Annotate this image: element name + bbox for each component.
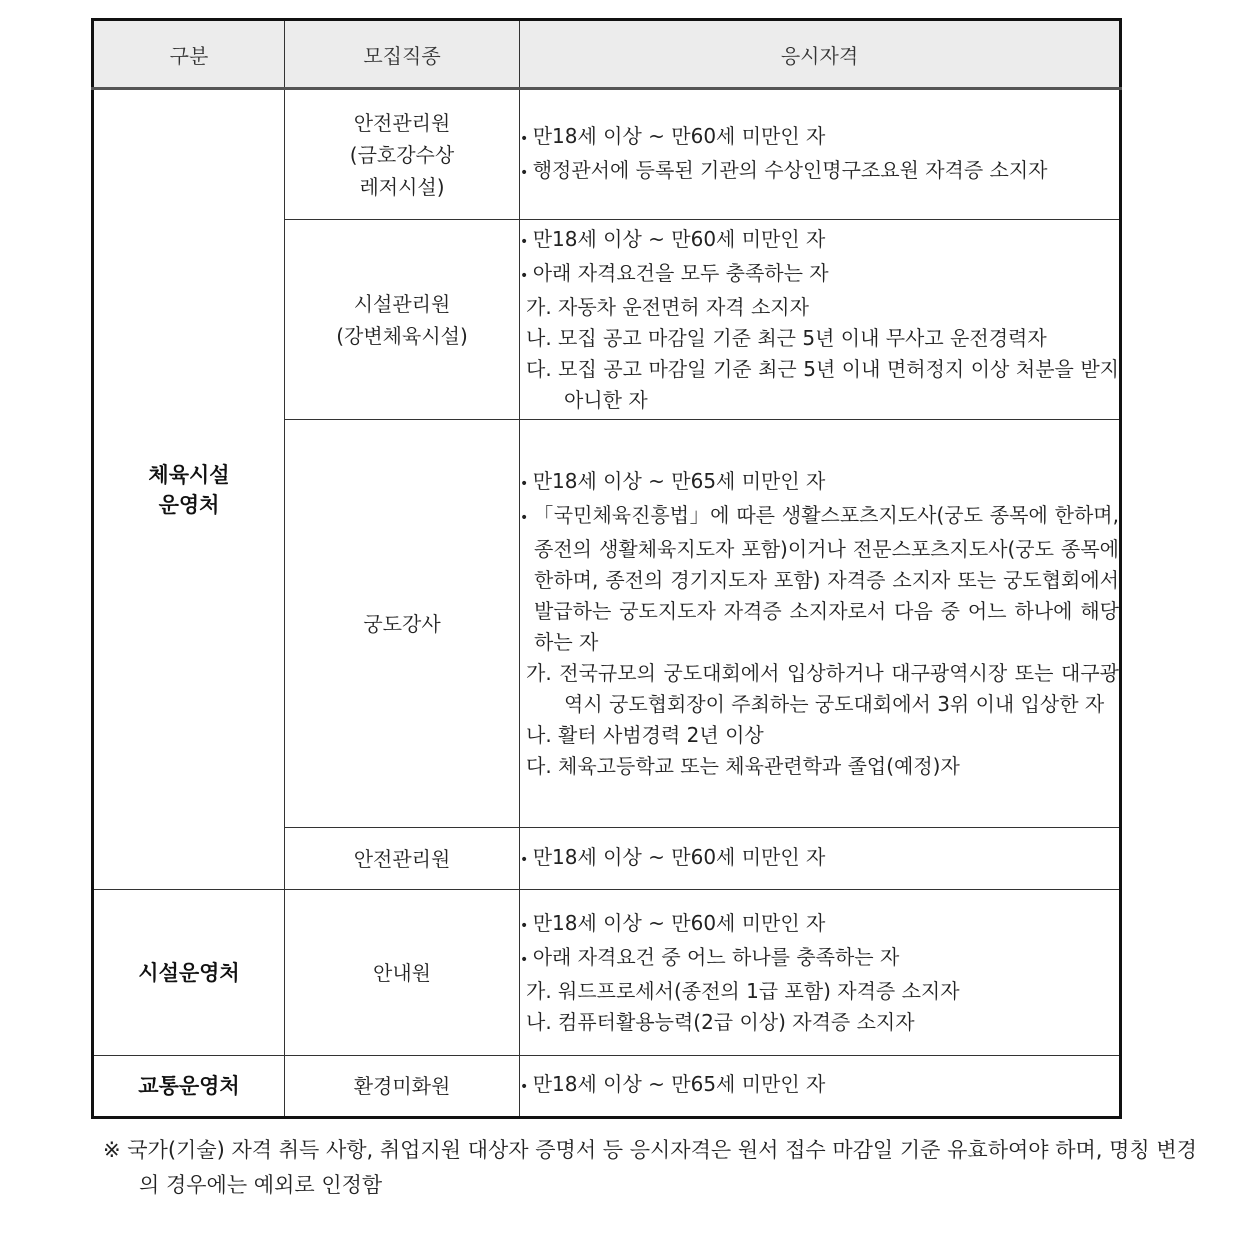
bullet-icon: • [520, 509, 534, 526]
qualification-subitem [524, 354, 1119, 416]
header-category: 구분 [93, 20, 285, 89]
qualification-subitem [524, 751, 1119, 782]
category-cell: 교통운영처 [93, 1056, 285, 1118]
qualification-text: 나. 모집 공고 마감일 기준 최근 5년 이내 무사고 운전경력자 [526, 325, 1047, 350]
qualification-text: 나. 컴퓨터활용능력(2급 이상) 자격증 소지자 [526, 1009, 915, 1034]
qualification-subitem [524, 1007, 1119, 1038]
bullet-icon: • [520, 267, 533, 284]
job-cell: 궁도강사 [285, 420, 520, 828]
header-job: 모집직종 [285, 20, 520, 89]
qualification-text: 만18세 이상 ~ 만65세 미만인 자 [532, 468, 826, 493]
qualification-bullet [520, 224, 1119, 258]
table-header-row [93, 20, 1121, 89]
qualification-bullet [520, 121, 1119, 155]
qualification-text: 아래 자격요건을 모두 충족하는 자 [532, 260, 829, 285]
footnote: ※ 국가(기술) 자격 취득 사항, 취업지원 대상자 증명서 등 응시자격은 원서 접수 마감일 기준 유효하여야 하며, 명칭 변경의 경우에는 예외로 인정함 [103, 1138, 1197, 1197]
header-qualification: 응시자격 [520, 20, 1121, 89]
qualification-bullet [520, 466, 1119, 500]
category-cell: 체육시설 운영처 [93, 89, 285, 890]
qualification-text: 만18세 이상 ~ 만60세 미만인 자 [532, 123, 826, 148]
bullet-icon: • [520, 1079, 533, 1095]
bullet-icon: • [520, 233, 533, 250]
qualification-text: 가. 워드프로세서(종전의 1급 포함) 자격증 소지자 [526, 978, 960, 1003]
bullet-icon: • [520, 851, 533, 868]
bullet-icon: • [520, 475, 533, 492]
table-row [93, 890, 1121, 1056]
qualification-text: 가. 전국규모의 궁도대회에서 입상하거나 대구광역시장 또는 대구광역시 궁도협회장이 주최하는 궁도대회에서 3위 이내 입상한 자 [526, 660, 1119, 716]
qualification-subitem [524, 658, 1119, 720]
job-cell: 안전관리원 (금호강수상 레저시설) [285, 89, 520, 220]
qualification-text: 만18세 이상 ~ 만65세 미만인 자 [532, 1072, 826, 1096]
job-cell: 안내원 [285, 890, 520, 1056]
qualification-bullet [520, 258, 1119, 292]
table-row [93, 1056, 1121, 1118]
job-cell: 시설관리원 (강변체육시설) [285, 220, 520, 420]
qualification-bullet [520, 942, 1119, 976]
qualification-text: 아래 자격요건 중 어느 하나를 충족하는 자 [532, 944, 900, 969]
qualification-table [91, 18, 1122, 1119]
category-cell: 시설운영처 [93, 890, 285, 1056]
qualification-subitem [524, 323, 1119, 354]
qualification-text: 행정관서에 등록된 기관의 수상인명구조요원 자격증 소지자 [532, 157, 1048, 182]
qualification-text: 다. 체육고등학교 또는 체육관련학과 졸업(예정)자 [526, 753, 960, 778]
table-body [93, 89, 1121, 1118]
qualification-text: 「국민체육진흥법」에 따른 생활스포츠지도사(궁도 종목에 한하며, 종전의 생활체육지도자 포함)이거나 전문스포츠지도사(궁도 종목에 한하며, 종전의 경기지도자 포함) 자격증 소지자 또는 궁도협회에서 발급하는 궁도지도자 자격증 소지자로서 다음 중 어느 하나에 해당하는 자 [533, 502, 1119, 654]
qualification-text: 나. 활터 사범경력 2년 이상 [526, 722, 764, 747]
bullet-icon: • [520, 917, 533, 934]
qualification-cell [520, 220, 1121, 420]
qualification-bullet [520, 155, 1119, 189]
qualification-text: 가. 자동차 운전면허 자격 소지자 [526, 294, 809, 319]
qualification-bullet [520, 1069, 1119, 1103]
bullet-icon: • [520, 951, 533, 968]
qualification-cell [520, 89, 1121, 220]
qualification-subitem [524, 292, 1119, 323]
qualification-cell [520, 890, 1121, 1056]
table-row [93, 89, 1121, 220]
qualification-cell [520, 1056, 1121, 1118]
qualification-subitem [524, 720, 1119, 751]
qualification-bullet [520, 842, 1119, 876]
qualification-cell [520, 828, 1121, 890]
qualification-cell [520, 420, 1121, 828]
qualification-text: 만18세 이상 ~ 만60세 미만인 자 [532, 844, 826, 869]
qualification-text: 만18세 이상 ~ 만60세 미만인 자 [532, 910, 826, 935]
bullet-icon: • [520, 164, 533, 181]
qualification-subitem [524, 976, 1119, 1007]
qualification-text: 만18세 이상 ~ 만60세 미만인 자 [532, 226, 826, 251]
job-cell: 환경미화원 [285, 1056, 520, 1118]
qualification-bullet [520, 500, 1119, 658]
qualification-text: 다. 모집 공고 마감일 기준 최근 5년 이내 면허정지 이상 처분을 받지 아니한 자 [526, 356, 1119, 412]
bullet-icon: • [520, 130, 533, 147]
qualification-bullet [520, 908, 1119, 942]
job-cell: 안전관리원 [285, 828, 520, 890]
